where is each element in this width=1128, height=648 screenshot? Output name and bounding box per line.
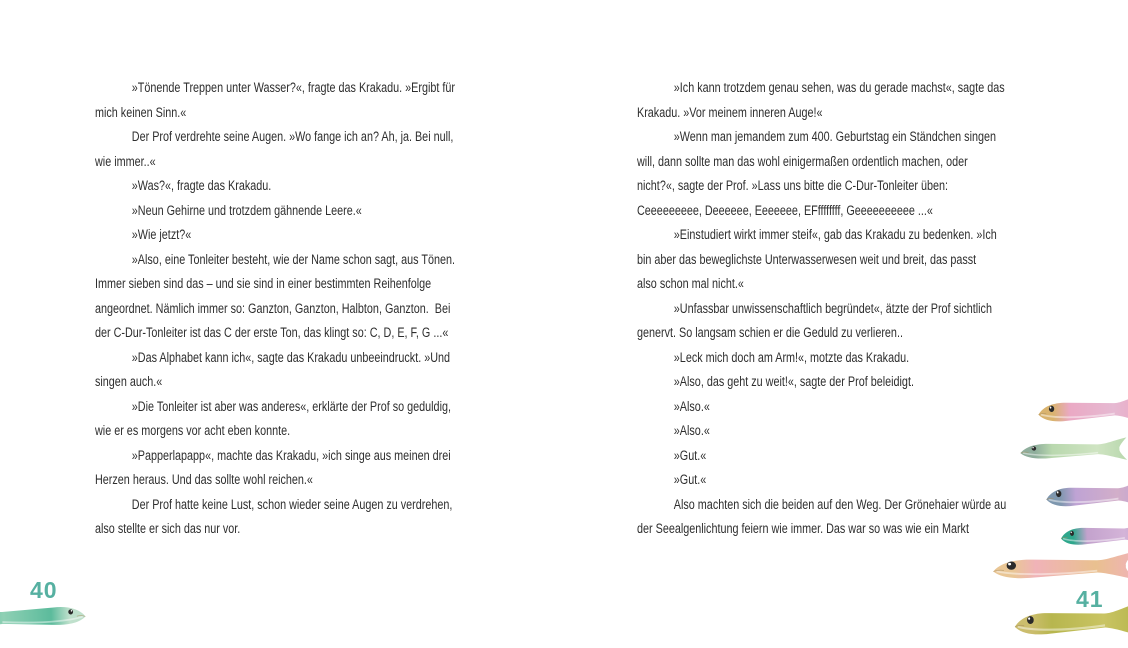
text-line: »Wie jetzt?« bbox=[131, 227, 192, 242]
fish-pink-tan-head-icon bbox=[1035, 391, 1128, 431]
text-line: wie er es morgens vor acht eben konnte. bbox=[95, 423, 291, 438]
text-line: Also machten sich die beiden auf den Weg. Der Grönehaier würde au bbox=[673, 496, 1007, 512]
text-line: Immer sieben sind das – und sie sind in einer bestimmten Reihenfolge bbox=[95, 276, 432, 291]
text-line: der C-Dur-Tonleiter ist das C der erste Ton, das klingt so: C, D, E, F, G ...« bbox=[95, 325, 449, 340]
text-line: Ceeeeeeeee, Deeeeee, Eeeeeee, EFffffffff, Geeeeeeeeee ...« bbox=[637, 202, 933, 218]
fish-pale-green-icon bbox=[1018, 435, 1128, 466]
text-line: der Seealgenlichtung feiern wie immer. Das war so was wie ein Markt bbox=[637, 521, 969, 536]
text-line: also schon mal nicht.« bbox=[637, 276, 744, 291]
text-line: »Also.« bbox=[673, 423, 710, 438]
page-left-text bbox=[95, 76, 495, 542]
text-line: »Also, eine Tonleiter besteht, wie der Name schon sagt, aus Tönen. bbox=[131, 251, 456, 267]
text-line: »Wenn man jemandem zum 400. Geburtstag ein Ständchen singen bbox=[673, 129, 996, 144]
text-line: »Die Tonleiter ist aber was anderes«, erklärte der Prof so geduldig, bbox=[131, 398, 451, 414]
text-line: angeordnet. Nämlich immer so: Ganzton, Ganzton, Halbton, Ganzton. Bei bbox=[95, 300, 451, 316]
text-line: »Was?«, fragte das Krakadu. bbox=[131, 178, 272, 193]
page-right-text bbox=[637, 76, 1037, 542]
text-line: mich keinen Sinn.« bbox=[95, 104, 187, 120]
text-line: »Gut.« bbox=[673, 472, 707, 487]
text-line: nicht?«, sagte der Prof. »Lass uns bitte die C-Dur-Tonleiter üben: bbox=[637, 178, 948, 193]
text-line: »Also.« bbox=[673, 398, 710, 414]
text-line: Herzen heraus. Und das sollte wohl reichen.« bbox=[95, 472, 313, 487]
text-line: bin aber das beweglichste Unterwasserwesen weit und breit, das passt bbox=[637, 251, 977, 267]
text-line: »Das Alphabet kann ich«, sagte das Krakadu unbeeindruckt. »Und bbox=[131, 349, 451, 365]
text-line: »Papperlapapp«, machte das Krakadu, »ich singe aus meinen drei bbox=[131, 447, 451, 463]
text-line: »Unfassbar unwissenschaftlich begründet«, ätzte der Prof sichtlich bbox=[673, 300, 992, 316]
text-line: »Also, das geht zu weit!«, sagte der Prof beleidigt. bbox=[673, 374, 914, 389]
text-line: »Leck mich doch am Arm!«, motzte das Krakadu. bbox=[673, 349, 910, 365]
fish-peach-big-eye-icon bbox=[989, 548, 1128, 587]
text-line: singen auch.« bbox=[95, 374, 163, 389]
text-line: »Ich kann trotzdem genau sehen, was du gerade machst«, sagte das bbox=[673, 80, 1005, 95]
text-line: Der Prof verdrehte seine Augen. »Wo fange ich an? Ah, ja. Bei null, bbox=[131, 129, 454, 144]
fish-green-left-page-icon bbox=[0, 599, 89, 636]
page-number-right: 41 bbox=[1076, 586, 1104, 612]
text-line: »Einstudiert wirkt immer steif«, gab das Krakadu zu bedenken. »Ich bbox=[673, 227, 997, 242]
text-line: »Tönende Treppen unter Wasser?«, fragte das Krakadu. »Ergibt für bbox=[131, 80, 456, 95]
text-line: also stellte er sich das nur vor. bbox=[95, 521, 241, 536]
page-number-left: 40 bbox=[30, 577, 58, 603]
text-line: »Gut.« bbox=[673, 447, 707, 463]
text-line: will, dann sollte man das wohl einigermaßen ordentlich machen, oder bbox=[637, 153, 968, 169]
fish-olive-yellow-icon bbox=[1011, 600, 1128, 646]
text-line: wie immer..« bbox=[95, 153, 156, 169]
text-line: genervt. So langsam schien er die Geduld zu verlieren.. bbox=[637, 325, 903, 340]
fish-teal-head-purple-icon bbox=[1058, 518, 1128, 554]
text-line: Krakadu. »Vor meinem inneren Auge!« bbox=[637, 104, 823, 120]
text-line: Der Prof hatte keine Lust, schon wieder seine Augen zu verdrehen, bbox=[131, 496, 453, 512]
text-line: »Neun Gehirne und trotzdem gähnende Leere.« bbox=[131, 202, 362, 218]
fish-blue-purple-icon bbox=[1043, 476, 1128, 515]
